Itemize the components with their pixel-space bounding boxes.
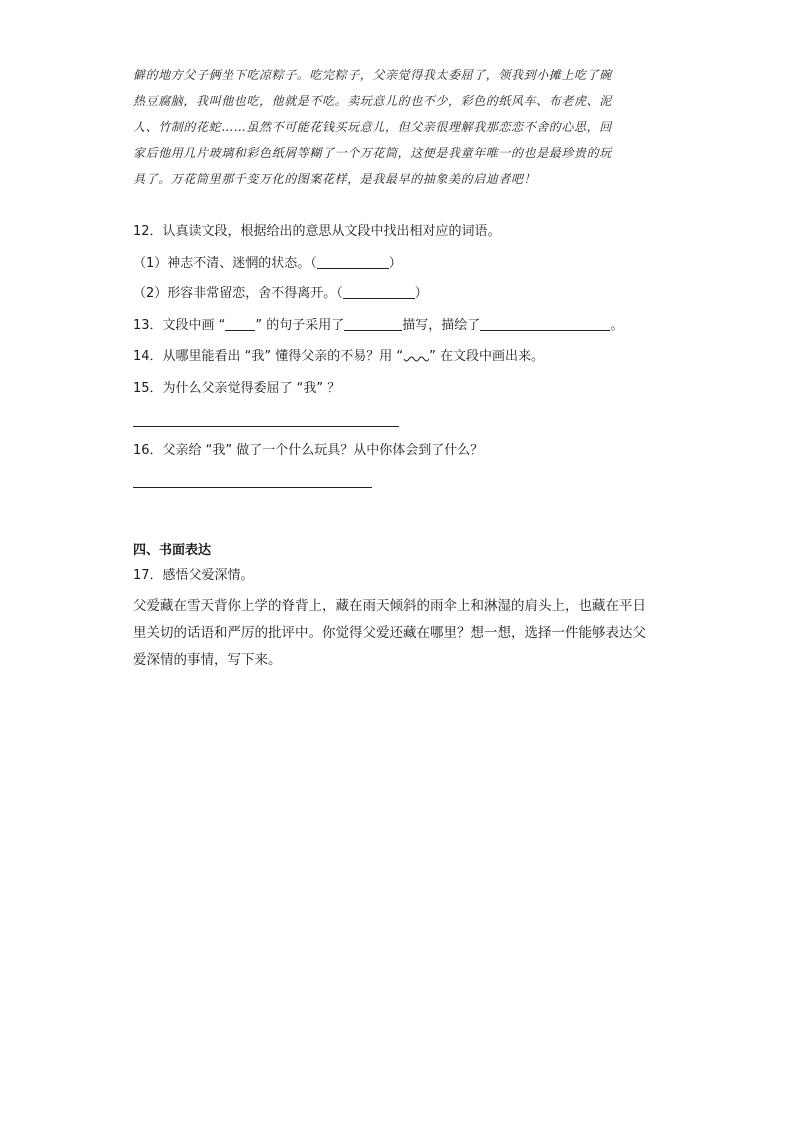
question-14 bbox=[133, 347, 544, 367]
writing-prompt bbox=[133, 593, 668, 674]
passage-line: 僻的地方父子俩坐下吃凉粽子。吃完粽子，父亲觉得我太委屈了，领我到小摊上吃了碗 bbox=[133, 68, 612, 82]
question-13 bbox=[133, 316, 623, 336]
passage-line: 家后他用几片玻璃和彩色纸屑等糊了一个万花筒，这便是我童年唯一的也是最珍贵的玩 bbox=[133, 146, 612, 160]
question-14-text-1: 14．从哪里能看出 “我” 懂得父亲的不易？用 “ bbox=[133, 349, 404, 364]
prompt-line: 爱深情的事情，写下来。 bbox=[133, 652, 282, 668]
answer-line[interactable] bbox=[133, 487, 372, 488]
answer-line[interactable] bbox=[133, 426, 399, 427]
question-15-stem: 15．为什么父亲觉得委屈了 “我” ？ bbox=[133, 381, 341, 396]
prompt-line: 父爱藏在雪天背你上学的脊背上，藏在雨天倾斜的雨伞上和淋湿的肩头上，也藏在平日 bbox=[133, 598, 646, 614]
question-13-text-2: ” 的句子采用了 bbox=[255, 318, 345, 333]
question-13-text-4: 。 bbox=[610, 318, 624, 333]
question-13-text-3: 描写，描绘了 bbox=[402, 318, 481, 333]
question-16-stem: 16．父亲给 “我” 做了一个什么玩具？从中你体会到了什么？ bbox=[133, 443, 484, 458]
section-title: 四、书面表达 bbox=[133, 543, 212, 558]
passage-line: 热豆腐脑，我叫他也吃，他就是不吃。卖玩意儿的也不少，彩色的纸风车、布老虎、泥 bbox=[133, 94, 612, 108]
wavy-line-icon bbox=[403, 349, 429, 363]
passage-line: 具了。万花筒里那千变万化的图案花样，是我最早的抽象美的启迪者吧！ bbox=[133, 172, 537, 186]
answer-blank[interactable] bbox=[317, 254, 389, 269]
closing-paren: ） bbox=[388, 256, 402, 271]
reading-passage bbox=[133, 62, 663, 192]
closing-paren: ） bbox=[414, 286, 428, 301]
question-12-sub-1-text: （1）神志不清、迷惘的状态。（ bbox=[133, 256, 317, 271]
underline-mark-sample bbox=[225, 316, 255, 331]
question-17-stem: 17．感悟父爱深情。 bbox=[133, 568, 254, 583]
question-12-sub-2-text: （2）形容非常留恋，舍不得离开。（ bbox=[133, 286, 343, 301]
answer-blank[interactable] bbox=[480, 316, 610, 331]
answer-blank[interactable] bbox=[344, 316, 402, 331]
question-12-sub-1 bbox=[133, 254, 402, 274]
passage-line: 人、竹制的花蛇……虽然不可能花钱买玩意儿，但父亲很理解我那恋恋不舍的心思，回 bbox=[133, 120, 612, 134]
prompt-line: 里关切的话语和严厉的批评中。你觉得父爱还藏在哪里？想一想，选择一件能够表达父 bbox=[133, 625, 646, 641]
answer-blank[interactable] bbox=[343, 284, 415, 299]
question-12-sub-2 bbox=[133, 284, 428, 304]
question-14-text-2: ” 在文段中画出来。 bbox=[429, 349, 545, 364]
question-13-text-1: 13．文段中画 “ bbox=[133, 318, 226, 333]
question-12-stem: 12．认真读文段，根据给出的意思从文段中找出相对应的词语。 bbox=[133, 224, 501, 239]
